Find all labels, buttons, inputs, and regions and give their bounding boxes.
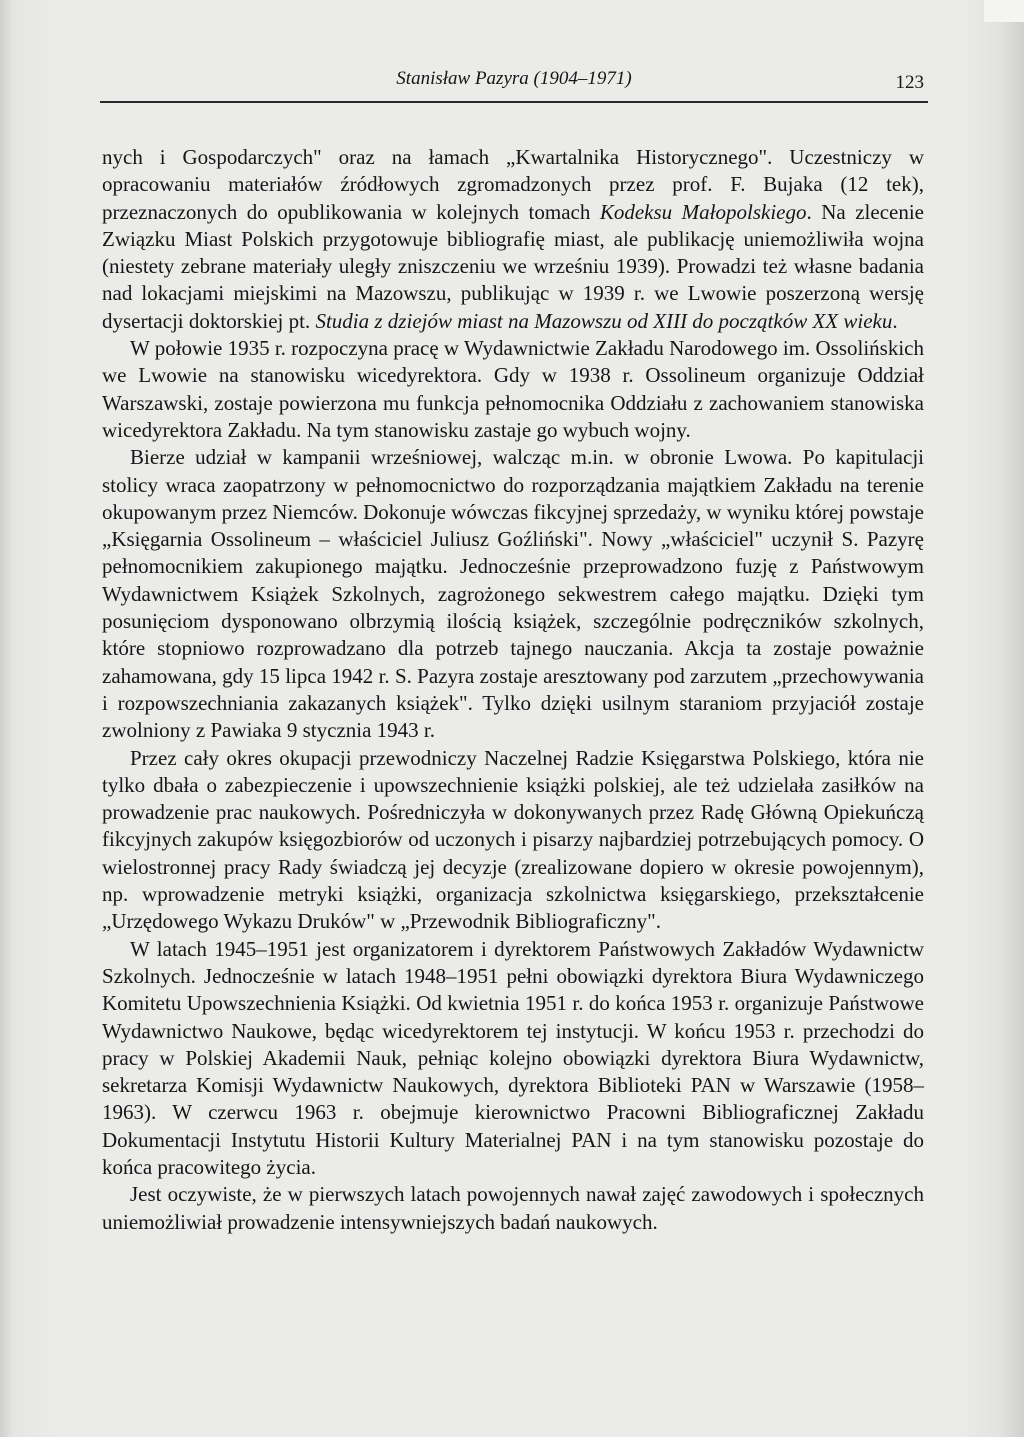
paragraph-1-text-a: nych i Gospodarczych" oraz na łamach „Kwartalnika Historycznego". Uczestniczy w opracowaniu materiałów źródłowych zgromadzonych przez prof. F. Bujaka (12 tek), przeznaczonych do opublikowania w kolejnych tomach — [102, 145, 924, 224]
paragraph-6: Jest oczywiste, że w pierwszych latach powojennych nawał zajęć zawodowych i społecznych uniemożliwiał prowadzenie intensywniejszych badań naukowych. — [102, 1182, 924, 1234]
paragraph-1-italic-title-b: Studia z dziejów miast na Mazowszu od XIII do początków XX wieku — [315, 308, 893, 333]
page-number: 123 — [895, 72, 924, 93]
paragraph-1-italic-title-a: Kodeksu Małopolskiego — [599, 199, 807, 224]
body-text — [102, 144, 924, 1236]
paragraph-4: Przez cały okres okupacji przewodniczy Naczelnej Radzie Księgarstwa Polskiego, która nie tylko dbała o zabezpieczenie i upowszechnienie książki polskiej, ale też udzielała zasiłków na prowadzenie prac naukowych. Pośredniczyła w dokonywanych przez Radę Główną Opiekuńczą fikcyjnych zakupów księgozbiorów od uczonych i pisarzy najbardziej potrzebujących pomocy. O wielostronnej pracy Rady świadczą jej decyzje (zrealizowane dopiero w okresie powojennym), np. wprowadzenie metryki książki, organizacja szkolnictwa księgarskiego, przekształcenie „Urzędowego Wykazu Druków" w „Przewodnik Bibliograficzny". — [102, 745, 924, 934]
paragraph-1 — [102, 144, 924, 335]
paragraph-5: W latach 1945–1951 jest organizatorem i dyrektorem Państwowych Zakładów Wydawnictw Szkolnych. Jednocześnie w latach 1948–1951 pełni obowiązki dyrektora Biura Wydawniczego Komitetu Upowszechnienia Książki. Od kwietnia 1951 r. do końca 1953 r. organizuje Państwowe Wydawnictwo Naukowe, będąc wicedyrektorem tej instytucji. W końcu 1953 r. przechodzi do pracy w Polskiej Akademii Nauk, pełniąc kolejno obowiązki dyrektora Biura Wydawnictw, sekretarza Komisji Wydawnictw Naukowych, dyrektora Biblioteki PAN w Warszawie (1958–1963). W czerwcu 1963 r. obejmuje kierownictwo Pracowni Bibliograficznej Zakładu Dokumentacji Instytutu Historii Kultury Materialnej PAN i na tym stanowisku pozostaje do końca pracowitego życia. — [102, 936, 924, 1179]
paragraph-3: Bierze udział w kampanii wrześniowej, walcząc m.in. w obronie Lwowa. Po kapitulacji stolicy wraca zaopatrzony w pełnomocnictwo do rozporządzania majątkiem Zakładu na terenie okupowanym przez Niemców. Dokonuje wówczas fikcyjnej sprzedaży, w wyniku której powstaje „Księgarnia Ossolineum – właściciel Juliusz Goźliński". Nowy „właściciel" uczynił S. Pazyrę pełnomocnikiem zakupionego majątku. Jednocześnie przeprowadzono fuzję z Państwowym Wydawnictwem Książek Szkolnych, zagrożonego sekwestrem całego majątku. Dzięki tym posunięciom dysponowano olbrzymią ilością książek, szczególnie podręczników szkolnych, które stopniowo rozprowadzano dla potrzeb tajnego nauczania. Akcja ta zostaje poważnie zahamowana, gdy 15 lipca 1942 r. S. Pazyra zostaje aresztowany pod zarzutem „przechowywania i rozpowszechniania zakazanych książek". Tylko dzięki usilnym staraniom przyjaciół zostaje zwolniony z Pawiaka 9 stycznia 1943 r. — [102, 445, 924, 743]
header-rule — [100, 101, 928, 103]
paragraph-1-text-b: . Na zlecenie Związku Miast Polskich przygotowuje bibliografię miast, ale publikację uniemożliwiła wojna (niestety zebrane materiały uległy zniszczeniu we wrześniu 1939). Prowadzi też własne badania nad lokacjami miejskimi na Mazowszu, publikując w 1939 r. we Lwowie poszerzoną wersję dysertacji doktorskiej pt. — [102, 199, 924, 333]
scan-corner-artifact — [984, 0, 1024, 22]
paragraph-1-text-c: . — [892, 308, 898, 333]
running-title: Stanisław Pazyra (1904–1971) — [396, 68, 632, 89]
paragraph-2: W połowie 1935 r. rozpoczyna pracę w Wydawnictwie Zakładu Narodowego im. Ossolińskich we Lwowie na stanowisku wicedyrektora. Gdy w 1938 r. Ossolineum organizuje Oddział Warszawski, zostaje powierzona mu funkcja pełnomocnika Oddziału z zachowaniem stanowiska wicedyrektora Zakładu. Na tym stanowisku zastaje go wybuch wojny. — [102, 336, 925, 442]
running-header — [100, 66, 928, 100]
